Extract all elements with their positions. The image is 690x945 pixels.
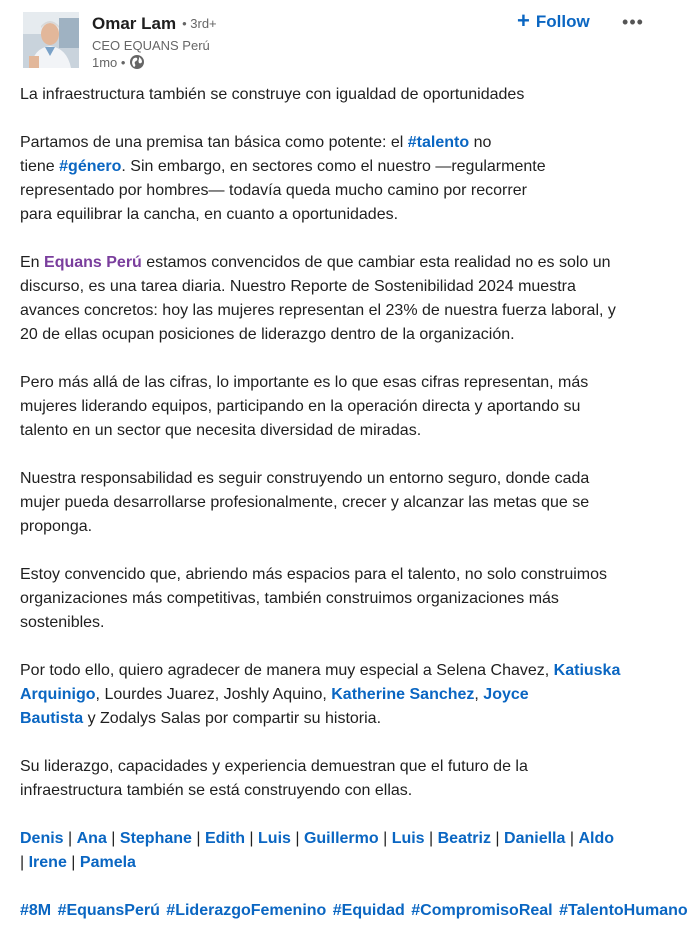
tagged-name-link[interactable]: Irene <box>28 854 67 871</box>
post-paragraph-3 <box>20 251 660 347</box>
p7-text-d: y Zodalys Salas por compartir su historia. <box>83 710 382 727</box>
name-separator: | <box>290 830 304 847</box>
author-avatar[interactable] <box>23 12 79 68</box>
p2-line-1 <box>20 131 660 155</box>
p2-line-2 <box>20 155 660 179</box>
more-options-button[interactable]: ••• <box>622 11 644 32</box>
tagged-name-link[interactable]: Beatriz <box>437 830 491 847</box>
p5-line-1: Nuestra responsabilidad es seguir construyendo un entorno seguro, donde cada <box>20 470 590 487</box>
name-separator: | <box>63 830 77 847</box>
tagged-name-link[interactable]: Ana <box>76 830 107 847</box>
mention-joyce[interactable]: Joyce <box>483 686 529 703</box>
name-separator: | <box>106 830 120 847</box>
mention-arquinigo[interactable]: Arquinigo <box>20 686 96 703</box>
name-separator: | <box>244 830 259 847</box>
post-paragraph-2 <box>20 131 660 227</box>
p3-line-1 <box>20 251 660 275</box>
post-header <box>0 0 663 80</box>
author-headline: CEO EQUANS Perú <box>92 38 210 53</box>
avatar-photo-icon <box>23 12 79 68</box>
hashtag-link[interactable]: #LiderazgoFemenino <box>166 902 327 919</box>
p6-line-2: organizaciones más competitivas, también construimos organizaciones más <box>20 590 559 607</box>
post-paragraph-7 <box>20 659 660 731</box>
name-separator: | <box>20 854 29 871</box>
p7-text-c: , <box>474 686 484 703</box>
post-meta <box>92 54 145 70</box>
mention-katiuska[interactable]: Katiuska <box>553 662 621 679</box>
p4-line-2: mujeres liderando equipos, participando en la operación directa y aportando su <box>20 398 581 415</box>
p5-line-3: proponga. <box>20 518 93 535</box>
names-line-2 <box>20 851 660 875</box>
p6-line-3: sostenibles. <box>20 614 105 631</box>
tagged-names <box>20 827 660 875</box>
tagged-name-link[interactable]: Guillermo <box>303 830 379 847</box>
tagged-name-link[interactable]: Daniella <box>504 830 566 847</box>
post-time: 1mo • <box>92 54 126 70</box>
post-paragraph-1 <box>20 83 660 107</box>
connection-degree: • 3rd+ <box>182 16 217 31</box>
p5-line-2: mujer pueda desarrollarse profesionalmente, crecer y alcanzar las metas que se <box>20 494 590 511</box>
tagged-name-link[interactable]: Pamela <box>79 854 136 871</box>
p3-line-2: discurso, es una tarea diaria. Nuestro Reporte de Sostenibilidad 2024 muestra <box>20 278 576 295</box>
p3-line-4: 20 de ellas ocupan posiciones de liderazgo dentro de la organización. <box>20 326 515 343</box>
plus-icon: + <box>517 8 530 33</box>
p7-line-1 <box>20 659 660 683</box>
p2-text-d: . Sin embargo, en sectores como el nuestro —regularmente <box>121 158 546 175</box>
hashtag-link[interactable]: #8M <box>20 902 52 919</box>
post-paragraph-5 <box>20 467 660 539</box>
tagged-name-link[interactable]: Denis <box>20 830 64 847</box>
p3-text-b: estamos convencidos de que cambiar esta realidad no es solo un <box>141 254 611 271</box>
name-separator: | <box>424 830 438 847</box>
author-name-text[interactable]: Omar Lam <box>92 14 177 33</box>
post-paragraph-6 <box>20 563 660 635</box>
name-separator: | <box>191 830 205 847</box>
hashtag-line <box>20 899 688 923</box>
follow-label: Follow <box>535 12 590 31</box>
post-paragraph-8 <box>20 755 660 803</box>
hashtag-link[interactable]: #CompromisoReal <box>411 902 553 919</box>
p8-line-2: infraestructura también se está construyendo con ellas. <box>20 782 413 799</box>
hashtag-genero[interactable]: #género <box>59 158 122 175</box>
hashtag-link[interactable]: #Equidad <box>332 902 405 919</box>
p7-line-3 <box>20 707 660 731</box>
tagged-name-link[interactable]: Edith <box>204 830 245 847</box>
author-name[interactable] <box>92 14 217 34</box>
p8-line-1: Su liderazgo, capacidades y experiencia demuestran que el futuro de la <box>20 758 528 775</box>
post-body <box>20 83 688 923</box>
p7-line-2 <box>20 683 660 707</box>
p3-text-a: En <box>20 254 45 271</box>
name-separator: | <box>378 830 392 847</box>
p4-line-1: Pero más allá de las cifras, lo importante es lo que esas cifras representan, más <box>20 374 589 391</box>
mention-katherine-sanchez[interactable]: Katherine Sanchez <box>331 686 475 703</box>
p2-text-c: tiene <box>20 158 60 175</box>
hashtag-link[interactable]: #EquansPerú <box>57 902 160 919</box>
post-paragraph-4 <box>20 371 660 443</box>
p2-text-a: Partamos de una premisa tan básica como potente: el <box>20 134 408 151</box>
name-separator: | <box>565 830 579 847</box>
p7-text-b: , Lourdes Juarez, Joshly Aquino, <box>95 686 332 703</box>
hashtag-talento[interactable]: #talento <box>407 134 470 151</box>
p2-text-b: no <box>469 134 492 151</box>
p4-line-3: talento en un sector que necesita diversidad de miradas. <box>20 422 422 439</box>
name-separator: | <box>66 854 80 871</box>
p3-line-3: avances concretos: hoy las mujeres representan el 23% de nuestra fuerza laboral, y <box>20 302 616 319</box>
p6-line-1: Estoy convencido que, abriendo más espacios para el talento, no solo construimos <box>20 566 608 583</box>
hashtag-link[interactable]: #TalentoHumano <box>559 902 688 919</box>
follow-button[interactable] <box>517 8 590 36</box>
mention-bautista[interactable]: Bautista <box>20 710 84 727</box>
company-mention-equans[interactable]: Equans Perú <box>44 254 142 271</box>
tagged-name-link[interactable]: Aldo <box>578 830 614 847</box>
tagged-name-link[interactable]: Luis <box>258 830 291 847</box>
names-line-1 <box>20 827 660 851</box>
globe-icon <box>129 54 145 70</box>
p7-text-a: Por todo ello, quiero agradecer de manera muy especial a Selena Chavez, <box>20 662 554 679</box>
p2-line-4: para equilibrar la cancha, en cuanto a oportunidades. <box>20 206 399 223</box>
tagged-name-link[interactable]: Luis <box>391 830 425 847</box>
p2-line-3: representado por hombres— todavía queda mucho camino por recorrer <box>20 182 527 199</box>
tagged-name-link[interactable]: Stephane <box>119 830 192 847</box>
p1-text: La infraestructura también se construye con igualdad de oportunidades <box>20 86 525 103</box>
name-separator: | <box>490 830 505 847</box>
